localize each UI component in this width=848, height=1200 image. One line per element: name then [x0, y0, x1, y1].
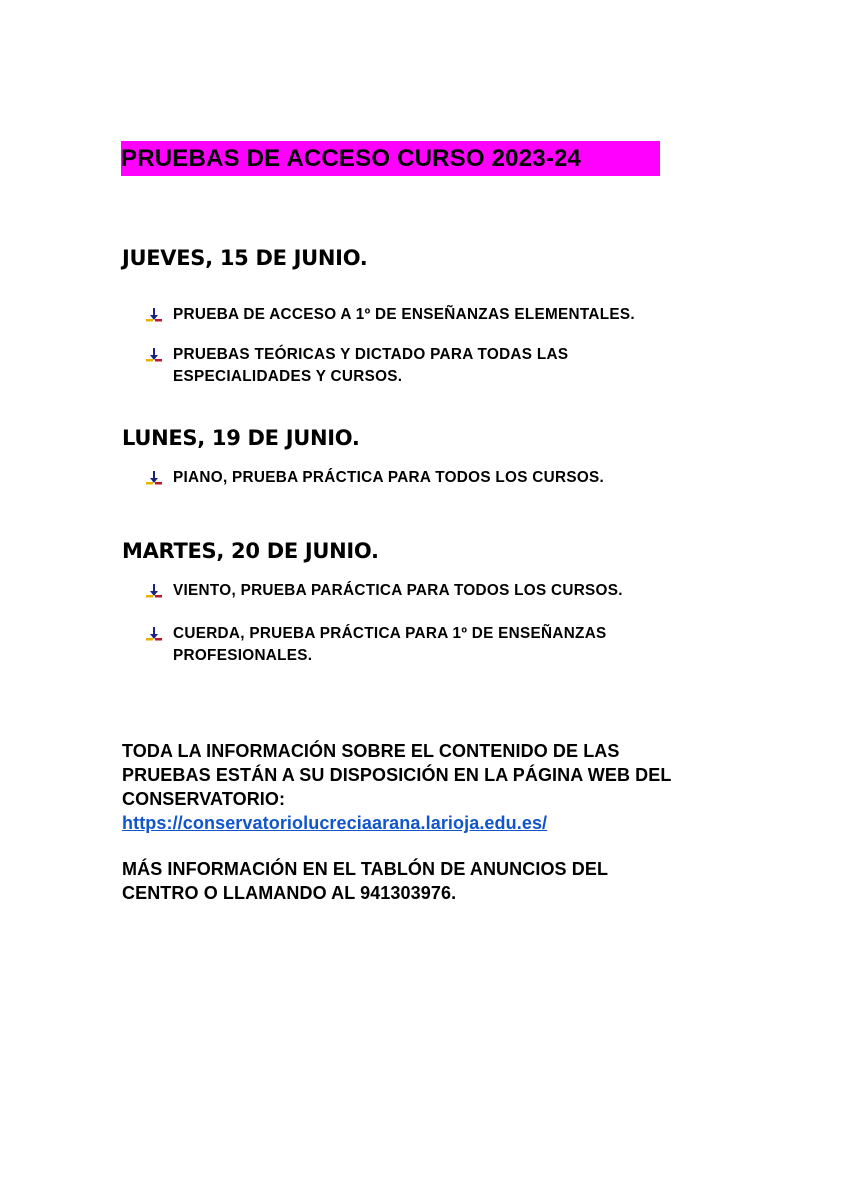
list-item-text: CUERDA, PRUEBA PRÁCTICA PARA 1º DE ENSEÑANZAS PROFESIONALES.: [173, 625, 607, 664]
section-heading-lunes: LUNES, 19 DE JUNIO.: [122, 426, 360, 450]
list-item-text: VIENTO, PRUEBA PARÁCTICA PARA TODOS LOS CURSOS.: [173, 582, 623, 599]
page-title: PRUEBAS DE ACCESO CURSO 2023-24: [121, 141, 660, 176]
section-heading-jueves: JUEVES, 15 DE JUNIO.: [122, 246, 368, 270]
arrow-down-bullet-icon: [146, 627, 162, 641]
arrow-down-bullet-icon: [146, 308, 162, 322]
arrow-down-bullet-icon: [146, 471, 162, 485]
list-item: [146, 580, 706, 602]
info-text: TODA LA INFORMACIÓN SOBRE EL CONTENIDO DE LAS PRUEBAS ESTÁN A SU DISPOSICIÓN EN LA PÁGINA WEB DEL CONSERVATORIO:: [122, 741, 672, 809]
arrow-down-bullet-icon: [146, 348, 162, 362]
list-item-text: PRUEBAS TEÓRICAS Y DICTADO PARA TODAS LAS ESPECIALIDADES Y CURSOS.: [173, 346, 569, 385]
section-heading-martes: MARTES, 20 DE JUNIO.: [122, 539, 379, 563]
conservatorio-website-link[interactable]: https://conservatoriolucreciaarana.larioja.edu.es/: [122, 813, 548, 833]
arrow-down-bullet-icon: [146, 584, 162, 598]
list-item: [146, 467, 706, 489]
contact-block: [122, 857, 682, 905]
list-item: [146, 623, 706, 667]
contact-text: MÁS INFORMACIÓN EN EL TABLÓN DE ANUNCIOS DEL CENTRO O LLAMANDO AL 941303976.: [122, 859, 608, 903]
info-block: [122, 739, 702, 835]
list-item: [146, 304, 706, 326]
list-item-text: PIANO, PRUEBA PRÁCTICA PARA TODOS LOS CURSOS.: [173, 469, 605, 486]
list-item: [146, 344, 706, 388]
list-item-text: PRUEBA DE ACCESO A 1º DE ENSEÑANZAS ELEMENTALES.: [173, 306, 635, 323]
